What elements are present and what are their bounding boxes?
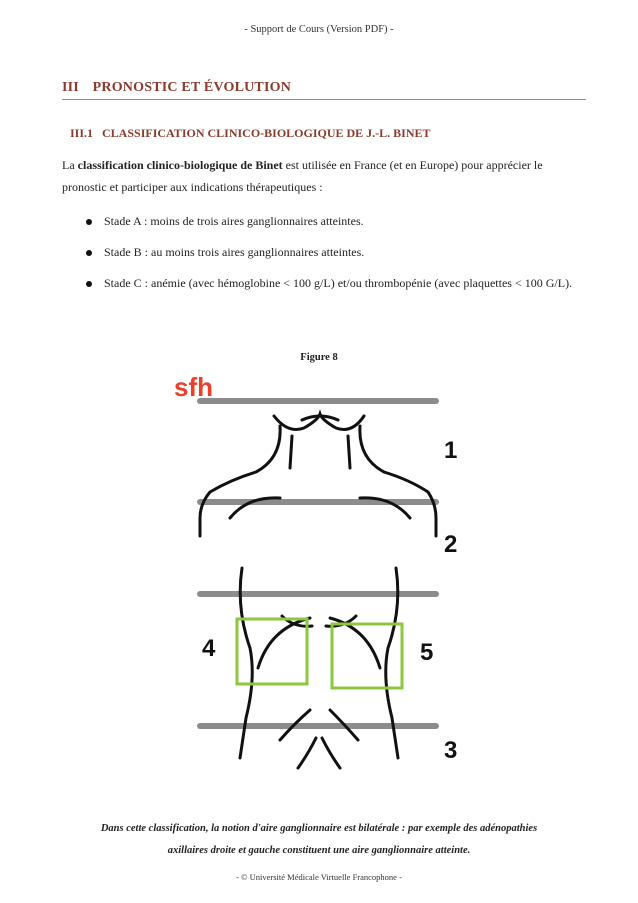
section-heading: [62, 80, 291, 96]
intro-prefix: La: [62, 158, 78, 172]
subsection-heading: [70, 126, 431, 141]
bullet-icon: [86, 281, 92, 287]
area-label-5: 5: [420, 639, 434, 666]
section-title: PRONOSTIC ET ÉVOLUTION: [92, 80, 292, 95]
area-label-3: 3: [444, 737, 458, 764]
stage-list: [78, 212, 586, 305]
intro-suffix: est utilisée en France (et en Europe) pour apprécier le pronostic et participer aux indications thérapeutiques :: [62, 158, 543, 194]
area-label-1: 1: [444, 437, 458, 464]
caption-line-1: Dans cette classification, la notion d'aire ganglionnaire est bilatérale : par exemple des adénopathies: [100, 823, 538, 834]
list-item: [78, 212, 586, 231]
page-header: - Support de Cours (Version PDF) -: [244, 24, 394, 35]
list-item: [78, 243, 586, 262]
intro-paragraph: [62, 154, 582, 198]
section-divider: [62, 99, 586, 100]
intro-bold: classification clinico-biologique de Binet: [77, 158, 283, 172]
subsection-title: CLASSIFICATION CLINICO-BIOLOGIQUE DE J.-L. BINET: [102, 126, 431, 140]
binet-figure: [170, 368, 470, 788]
page-footer: - © Université Médicale Virtuelle Francophone -: [236, 872, 402, 882]
bullet-icon: [86, 250, 92, 256]
subsection-number: III.1: [70, 126, 94, 140]
figure-caption: [60, 818, 578, 862]
bullet-icon: [86, 219, 92, 225]
axillary-area-boxes: [237, 619, 402, 688]
stage-a-text: Stade A : moins de trois aires ganglionnaires atteintes.: [104, 214, 364, 228]
stage-c-text: Stade C : anémie (avec hémoglobine < 100 g/L) et/ou thrombopénie (avec plaquettes < 100 G/L).: [104, 276, 573, 290]
caption-line-2: axillaires droite et gauche constituent une aire ganglionnaire atteinte.: [167, 845, 471, 856]
stage-b-text: Stade B : au moins trois aires ganglionnaires atteintes.: [104, 245, 365, 259]
area-label-2: 2: [444, 531, 458, 558]
figure-title: Figure 8: [300, 352, 338, 363]
list-item: [78, 274, 586, 293]
left-axillary-box: [237, 619, 307, 684]
area-label-4: 4: [202, 635, 216, 662]
sfh-logo: sfh: [174, 372, 213, 402]
section-number: III: [62, 80, 79, 95]
